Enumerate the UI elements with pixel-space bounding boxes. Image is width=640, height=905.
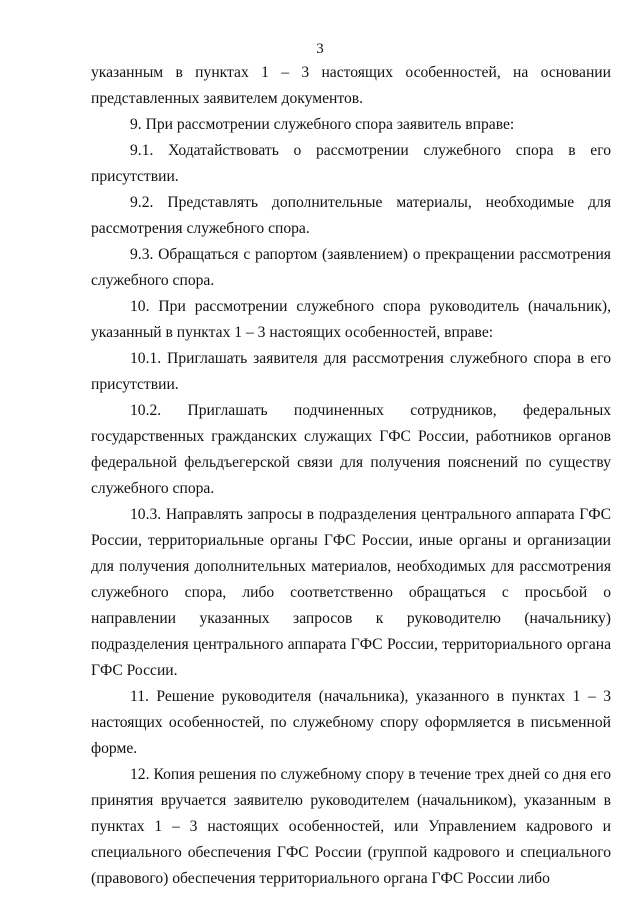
paragraph-11: 11. Решение руководителя (начальника), указанного в пунктах 1 – 3 настоящих особенностей, по служебному спору оформляется в письменной форме.: [91, 688, 611, 757]
paragraph-12: 12. Копия решения по служебному спору в течение трех дней со дня его принятия вручается заявителю руководителем (начальником), указанным в пунктах 1 – 3 настоящих особенностей, или Управлением кадрового и специального обеспечения ГФС России (группой кадрового и специального (правового) обеспечения территориального органа ГФС России либо: [91, 766, 611, 887]
paragraph-9-1: 9.1. Ходатайствовать о рассмотрении служебного спора в его присутствии.: [91, 142, 611, 185]
paragraph-10-3: 10.3. Направлять запросы в подразделения центрального аппарата ГФС России, территориальные органы ГФС России, иные органы и организации для получения дополнительных материалов, необходимых для рассмотрения служебного спора, либо соответственно обращаться с просьбой о направлении указанных запросов к руководителю (начальнику) подразделения центрального аппарата ГФС России, территориального органа ГФС России.: [91, 506, 611, 679]
paragraph-10-2: 10.2. Приглашать подчиненных сотрудников, федеральных государственных гражданских служащих ГФС России, работников органов федеральной фельдъегерской связи для получения пояснений по существу служебного спора.: [91, 402, 611, 497]
page-number: 3: [316, 41, 324, 57]
paragraph-9-2: 9.2. Представлять дополнительные материалы, необходимые для рассмотрения служебного спора.: [91, 194, 611, 237]
paragraph-9-3: 9.3. Обращаться с рапортом (заявлением) о прекращении рассмотрения служебного спора.: [91, 246, 611, 289]
paragraph-10-1: 10.1. Приглашать заявителя для рассмотрения служебного спора в его присутствии.: [91, 350, 611, 393]
paragraph-9: 9. При рассмотрении служебного спора заявитель вправе:: [130, 116, 515, 133]
document-body: [91, 60, 611, 892]
paragraph-10: 10. При рассмотрении служебного спора руководитель (начальник), указанный в пунктах 1 – 3 настоящих особенностей, вправе:: [91, 298, 611, 341]
paragraph-continuation: указанным в пунктах 1 – 3 настоящих особенностей, на основании представленных заявителем документов.: [91, 64, 611, 107]
